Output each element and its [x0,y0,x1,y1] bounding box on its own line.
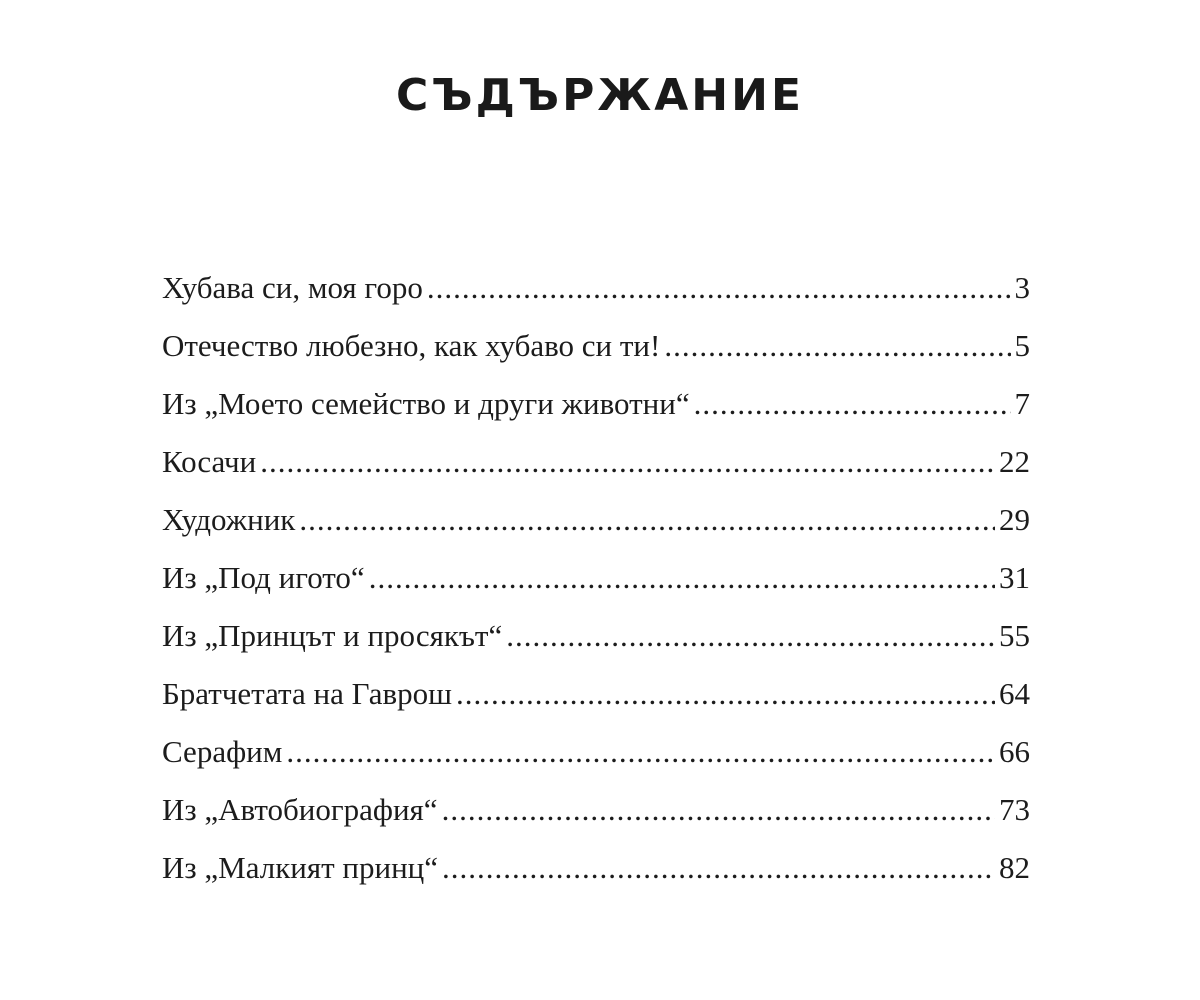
dot-leader [369,560,995,596]
toc-entry-title: Из „Принцът и просякът“ [162,618,503,653]
toc-entry [162,270,1030,328]
toc-entry [162,792,1030,850]
dot-leader [456,676,995,712]
toc-entry-title: Из „Автобиография“ [162,792,438,827]
toc-entry-page: 66 [999,734,1030,769]
toc-entry [162,502,1030,560]
table-of-contents [162,270,1030,908]
toc-entry [162,560,1030,618]
toc-entry [162,676,1030,734]
toc-entry [162,386,1030,444]
toc-entry-title: Из „Под игото“ [162,560,365,595]
toc-entry-page: 3 [1014,270,1030,305]
dot-leader [260,444,995,480]
toc-entry-title: Братчетата на Гаврош [162,676,452,711]
dot-leader [694,386,1011,422]
page-title: СЪДЪРЖАНИЕ [395,70,805,121]
toc-entry-title: Из „Моето семейство и други животни“ [162,386,690,421]
toc-entry [162,734,1030,792]
toc-entry [162,850,1030,908]
dot-leader [664,328,1010,364]
toc-entry-title: Отечество любезно, как хубаво си ти! [162,328,661,363]
dot-leader [442,850,995,886]
dot-leader [299,502,995,538]
toc-entry-page: 73 [999,792,1030,827]
toc-entry-title: Художник [162,502,296,537]
toc-entry-page: 82 [999,850,1030,885]
toc-entry-page: 55 [999,618,1030,653]
toc-entry [162,328,1030,386]
toc-entry-page: 64 [999,676,1030,711]
toc-entry-page: 5 [1014,328,1030,363]
toc-entry-title: Косачи [162,444,257,479]
toc-entry-page: 31 [999,560,1030,595]
toc-entry [162,444,1030,502]
toc-entry-title: Серафим [162,734,283,769]
toc-entry-title: Из „Малкият принц“ [162,850,439,885]
toc-entry-title: Хубава си, моя горо [162,270,423,305]
dot-leader [442,792,995,828]
dot-leader [506,618,995,654]
toc-entry-page: 7 [1014,386,1030,421]
toc-entry-page: 22 [999,444,1030,479]
toc-entry-page: 29 [999,502,1030,537]
dot-leader [427,270,1011,306]
dot-leader [286,734,995,770]
toc-entry [162,618,1030,676]
